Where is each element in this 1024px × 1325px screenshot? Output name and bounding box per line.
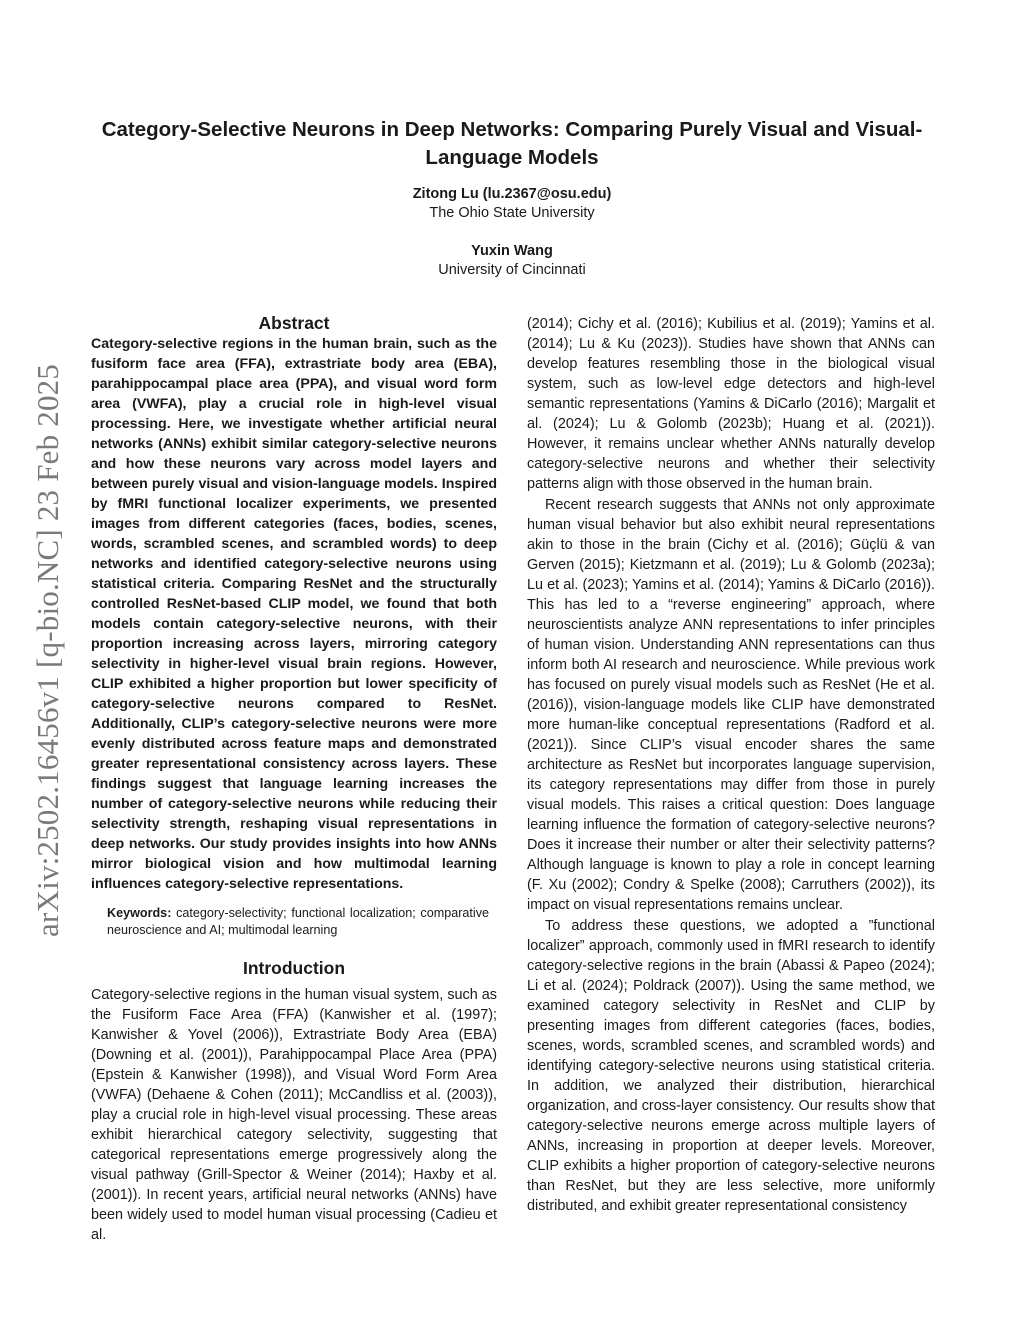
author-affiliation: The Ohio State University: [429, 205, 595, 221]
introduction-paragraph: Recent research suggests that ANNs not only approximate human visual behavior but also exhibit neural representations akin to those in the brain (Cichy et al. (2016); Güçlü & van Gerven (2015); Kietzmann et al. (2019); Lu & Golomb (2023a); Lu et al. (2023); Yamins et al. (2014); Yamins & DiCarlo (2016)). This has led to a “reverse engineering” approach, where neuroscientists analyze ANN representations to infer principles of human vision. Understanding ANN representations can thus inform both AI research and neuroscience. While previous work has focused on purely visual models such as ResNet (He et al. (2016)), vision-language models like CLIP have demonstrated more human-like conceptual representations (Radford et al. (2021)). Since CLIP’s visual encoder shares the same architecture as ResNet but incorporates language supervision, its category representations may differ from those in purely visual models. This raises a critical question: Does language learning influence the formation of category-selective neurons? Does it increase their number or alter their selectivity patterns? Although language is known to play a role in concept learning (F. Xu (2002); Condry & Spelke (2008); Carruthers (2002)), its impact on visual representations remains unclear.: [527, 497, 935, 913]
author-block-1: [100, 185, 924, 223]
right-column: [527, 314, 935, 1216]
author-affiliation: University of Cincinnati: [438, 262, 586, 278]
introduction-paragraph: (2014); Cichy et al. (2016); Kubilius et al. (2019); Yamins et al. (2014); Lu & Ku (2023)). Studies have shown that ANNs can develop features resembling those in the biological visual system, such as low-level edge detectors and high-level semantic representations (Yamins & DiCarlo (2016); Margalit et al. (2024); Lu & Golomb (2023b); Huang et al. (2021)). However, it remains unclear whether ANNs naturally develop category-selective neurons and whether their selectivity patterns align with those observed in the human brain.: [527, 316, 935, 492]
introduction-paragraph: To address these questions, we adopted a ”functional localizer” approach, commonly used in fMRI research to identify category-selective regions in the brain (Abassi & Papeo (2024); Li et al. (2024); Poldrack (2007)). Using the same method, we examined category selectivity in ResNet and CLIP by presenting images from different categories (faces, bodies, scenes, words, scrambled scenes, and scrambled words) and identifying category-selective neurons using statistical criteria. In addition, we analyzed their distribution, hierarchical organization, and cross-layer consistency. Our results show that category-selective neurons emerge across multiple layers of ANNs, increasing in proportion at deeper levels. Moreover, CLIP exhibits a higher proportion of category-selective neurons than ResNet, but they are less selective, more uniformly distributed, and exhibit greater representational consistency: [527, 918, 935, 1214]
author-block-2: [100, 242, 924, 280]
abstract-heading: Abstract: [258, 313, 330, 333]
introduction-paragraph: Category-selective regions in the human visual system, such as the Fusiform Face Area (FFA) (Kanwisher et al. (1997); Kanwisher & Yovel (2006)), Extrastriate Body Area (EBA) (Downing et al. (2001)), Parahippocampal Place Area (PPA) (Epstein & Kanwisher (1998)), and Visual Word Form Area (VWFA) (Dehaene & Cohen (2011); McCandliss et al. (2003)), play a crucial role in high-level visual processing. These areas exhibit hierarchical category selectivity, suggesting that categorical representations emerge progressively along the visual pathway (Grill-Spector & Weiner (2014); Haxby et al. (2001)). In recent years, artificial neural networks (ANNs) have been widely used to model human visual processing (Cadieu et al.: [91, 987, 497, 1243]
paper-title: Category-Selective Neurons in Deep Networks: Comparing Purely Visual and Visual-Language Models: [101, 118, 923, 169]
keywords-label: Keywords:: [107, 906, 172, 920]
keywords: [107, 905, 489, 939]
introduction-heading: Introduction: [242, 958, 346, 978]
author-name: Zitong Lu (lu.2367@osu.edu): [412, 186, 612, 202]
arxiv-identifier-stamp: arXiv:2502.16456v1 [q-bio.NC] 23 Feb 2025: [30, 363, 65, 937]
keywords-text: category-selectivity; functional localization; comparative neuroscience and AI; multimodal learning: [107, 906, 490, 937]
left-column: [91, 312, 497, 1245]
abstract-body: Category-selective regions in the human brain, such as the fusiform face area (FFA), extrastriate body area (EBA), parahippocampal place area (PPA), and visual word form area (VWFA), play a crucial role in high-level visual processing. Here, we investigate whether artificial neural networks (ANNs) exhibit similar category-selective neurons and how these neurons vary across model layers and between purely visual and vision-language models. Inspired by fMRI functional localizer experiments, we presented images from different categories (faces, bodies, scenes, words, scrambled scenes, and scrambled words) to deep networks and identified category-selective neurons using statistical criteria. Comparing ResNet and the structurally controlled ResNet-based CLIP model, we found that both models contain category-selective neurons, with their proportion increasing across layers, mirroring category selectivity in higher-level visual brain regions. However, CLIP exhibited a higher proportion but lower specificity of category-selective neurons compared to ResNet. Additionally, CLIP’s category-selective neurons were more evenly distributed across feature maps and demonstrated greater representational consistency across layers. These findings suggest that language learning increases the number of category-selective neurons while reducing their selectivity strength, reshaping visual representations in deep networks. Our study provides insights into how ANNs mirror biological vision and how multimodal learning influences category-selective representations.: [91, 336, 497, 892]
author-name: Yuxin Wang: [471, 243, 553, 259]
